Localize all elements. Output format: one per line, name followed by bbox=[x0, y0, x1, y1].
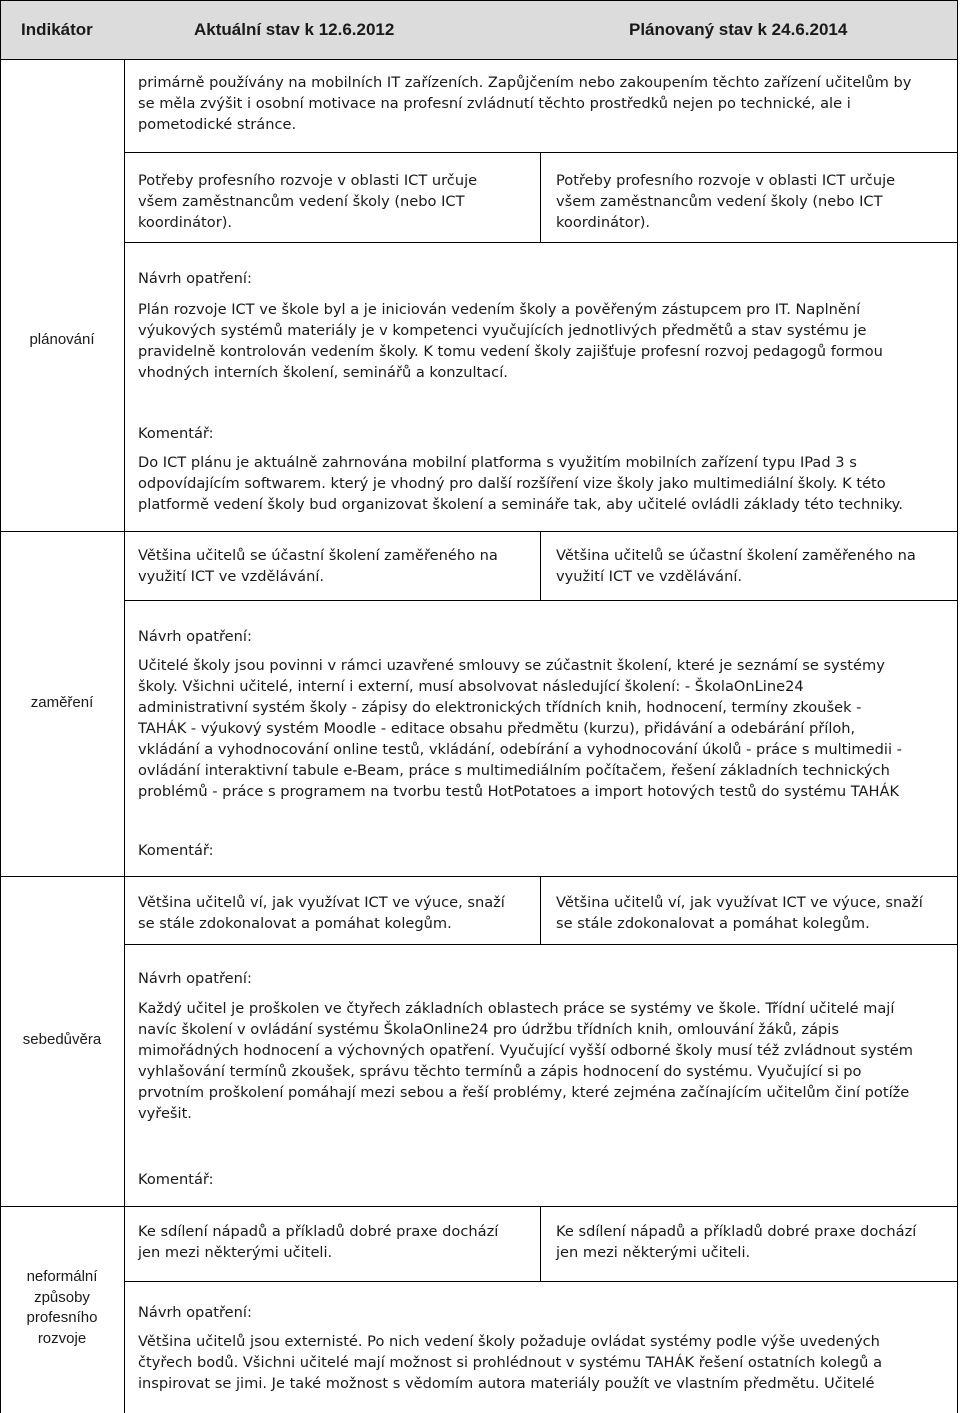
row-divider bbox=[124, 152, 958, 153]
text-line: Většina učitelů se účastní školení zaměřeného na bbox=[138, 547, 498, 564]
row-divider bbox=[124, 242, 958, 243]
row-divider bbox=[0, 1206, 958, 1207]
text-line: Ke sdílení nápadů a příkladů dobré praxe dochází bbox=[556, 1223, 917, 1240]
state-column-divider bbox=[540, 152, 541, 242]
comment-text bbox=[138, 452, 903, 515]
text-line: prvotním proškolení pomáhají mezi sebou a řeší problémy, které zejména začínajícím učitelům činí potíže bbox=[138, 1084, 910, 1101]
text-line: koordinátor). bbox=[556, 214, 651, 231]
text-line: Většina učitelů ví, jak využívat ICT ve výuce, snaží bbox=[138, 894, 505, 911]
text-line: Do ICT plánu je aktuálně zahrnována mobilní platforma s využitím mobilních zařízení typu IPad 3 s bbox=[138, 454, 857, 471]
text-line: Potřeby profesního rozvoje v oblasti ICT určuje bbox=[138, 172, 478, 189]
current-state-text bbox=[138, 170, 477, 233]
text-line: inspirovat se jimi. Je také možnost s vědomím autora materiály použít ve vlastním předmětu. Učitelé bbox=[138, 1375, 875, 1392]
text-line: vyřešit. bbox=[138, 1105, 192, 1122]
indicator-label bbox=[0, 1030, 124, 1051]
text-line: koordinátor). bbox=[138, 214, 233, 231]
proposal-text bbox=[138, 1331, 882, 1394]
text-line: Ke sdílení nápadů a příkladů dobré praxe dochází bbox=[138, 1223, 499, 1240]
text-line: ovládání interaktivní tabule e-Beam, práce s multimediálním počítačem, řešení základních technických bbox=[138, 762, 890, 779]
header-indicator: Indikátor bbox=[21, 20, 93, 39]
text-line: všem zaměstnancům vedení školy (nebo ICT bbox=[138, 193, 465, 210]
indicator-label bbox=[0, 693, 124, 714]
state-column-divider bbox=[540, 1206, 541, 1281]
text-line: Většina učitelů jsou externisté. Po nich vedení školy požaduje ovládat systémy podle výše uvedených bbox=[138, 1333, 880, 1350]
text-line: primárně používány na mobilních IT zařízeních. Zapůjčením nebo zakoupením těchto zařízení učitelům by bbox=[138, 74, 912, 91]
row-divider bbox=[124, 944, 958, 945]
table-right-border bbox=[957, 60, 958, 1413]
text-line: všem zaměstnancům vedení školy (nebo ICT bbox=[556, 193, 883, 210]
label-line: neformální bbox=[26, 1268, 98, 1285]
planned-state-text bbox=[556, 170, 895, 233]
table-left-border bbox=[0, 60, 1, 1413]
text-line: vyhlašování termínů zkoušek, správu těchto termínů a zápis hodnocení do systému. Vyučující si po bbox=[138, 1063, 862, 1080]
text-line: problémů - práce s programem na tvorbu testů HotPotatoes a import hotových testů do systému TAHÁK bbox=[138, 783, 900, 800]
text-line: navíc školení v ovládání systému ŠkolaOnline24 pro údržbu třídních knih, omlouvání žáků, zápis bbox=[138, 1021, 839, 1038]
indicator-label bbox=[0, 330, 124, 351]
label-line: zaměření bbox=[30, 694, 94, 711]
proposal-heading: Návrh opatření: bbox=[138, 1304, 252, 1321]
text-line: Většina učitelů se účastní školení zaměřeného na bbox=[556, 547, 916, 564]
planned-state-text bbox=[556, 1221, 916, 1263]
comment-heading: Komentář: bbox=[138, 842, 214, 859]
label-column-divider bbox=[124, 60, 125, 1413]
text-line: využití ICT ve vzdělávání. bbox=[138, 568, 325, 585]
proposal-text bbox=[138, 655, 902, 802]
state-column-divider bbox=[540, 531, 541, 600]
text-line: pometodické stránce. bbox=[138, 116, 297, 133]
text-line: se stále zdokonalovat a pomáhat kolegům. bbox=[138, 915, 452, 932]
row-divider bbox=[124, 1281, 958, 1282]
text-line: platformě vedení školy bud organizovat školení a semináře tak, aby učitelé ovládli základy této techniky. bbox=[138, 496, 903, 513]
text-line: Většina učitelů ví, jak využívat ICT ve výuce, snaží bbox=[556, 894, 923, 911]
proposal-heading: Návrh opatření: bbox=[138, 628, 252, 645]
text-line: Učitelé školy jsou povinni v rámci uzavřené smlouvy se zúčastnit školení, které je seznámí se systémy bbox=[138, 657, 885, 674]
text-line: čtyřech bodů. Všichni učitelé mají možnost si prohlédnout v systému TAHÁK řešení ostatních kolegů a bbox=[138, 1354, 883, 1371]
current-state-text bbox=[138, 1221, 498, 1263]
text-line: vhodných interních školení, seminářů a konzultací. bbox=[138, 364, 508, 381]
text-line: Potřeby profesního rozvoje v oblasti ICT určuje bbox=[556, 172, 896, 189]
text-line: vkládání a vyhodnocování online testů, vkládání, odebírání a vyhodnocování úkolů - práce s multimedii - bbox=[138, 741, 902, 758]
planned-state-text bbox=[556, 892, 923, 934]
label-line: profesního bbox=[26, 1309, 98, 1326]
text-line: pravidelně kontrolován vedením školy. K tomu vedení školy zajišťuje profesní rozvoj pedagogů formou bbox=[138, 343, 883, 360]
text-line: školy. Všichni učitelé, interní i externí, musí absolvovat následující školení: - ŠkolaOnLine24 bbox=[138, 678, 804, 695]
text-line: administrativní systém školy - zápisy do elektronických třídních knih, hodnocení, termíny zkoušek - bbox=[138, 699, 862, 716]
text-line: jen mezi některými učiteli. bbox=[138, 1244, 333, 1261]
table-header bbox=[0, 0, 958, 60]
text-line: se měla zvýšit i osobní motivace na profesní zvládnutí těchto prostředků nejen po technické, ale i bbox=[138, 95, 851, 112]
header-current-state: Aktuální stav k 12.6.2012 bbox=[194, 20, 395, 39]
planned-state-text bbox=[556, 545, 916, 587]
text-line: využití ICT ve vzdělávání. bbox=[556, 568, 743, 585]
proposal-heading: Návrh opatření: bbox=[138, 970, 252, 987]
text-line: Plán rozvoje ICT ve škole byl a je iniciován vedením školy a pověřeným zástupcem pro IT. Naplnění bbox=[138, 301, 861, 318]
row-divider bbox=[0, 876, 958, 877]
text-line: výukových systémů materiály je v kompetenci vyučujících jednotlivých předmětů a stav systému je bbox=[138, 322, 867, 339]
comment-heading: Komentář: bbox=[138, 425, 214, 442]
indicator-label bbox=[0, 1267, 124, 1349]
row-divider bbox=[0, 531, 958, 532]
label-line: způsoby bbox=[34, 1288, 90, 1306]
current-state-text bbox=[138, 892, 505, 934]
current-state-text bbox=[138, 545, 498, 587]
text-line: mimořádných hodnocení a výchovných opatření. Vyučující vyšší odborné školy musí též zvládnout systém bbox=[138, 1042, 913, 1059]
label-line: plánování bbox=[29, 331, 95, 348]
label-line: rozvoje bbox=[37, 1329, 87, 1347]
text-line: TAHÁK - výukový systém Moodle - editace obsahu předmětu (kurzu), přidávání a odebárání příloh, bbox=[138, 720, 856, 737]
text-line: se stále zdokonalovat a pomáhat kolegům. bbox=[556, 915, 870, 932]
proposal-text bbox=[138, 299, 883, 383]
header-planned-state: Plánovaný stav k 24.6.2014 bbox=[629, 20, 848, 39]
state-column-divider bbox=[540, 876, 541, 944]
text-line: Každý učitel je proškolen ve čtyřech základních oblastech práce se systémy ve škole. Třídní učitelé mají bbox=[138, 1000, 895, 1017]
comment-heading: Komentář: bbox=[138, 1171, 214, 1188]
label-line: sebedůvěra bbox=[22, 1031, 102, 1048]
proposal-heading: Návrh opatření: bbox=[138, 270, 252, 287]
row-divider bbox=[124, 600, 958, 601]
text-line: odpovídajícím softwarem. který je vhodný pro další rozšíření vize školy jako multimediální školy. K této bbox=[138, 475, 886, 492]
text-line: jen mezi některými učiteli. bbox=[556, 1244, 751, 1261]
intro-text bbox=[138, 72, 911, 135]
proposal-text bbox=[138, 998, 913, 1124]
